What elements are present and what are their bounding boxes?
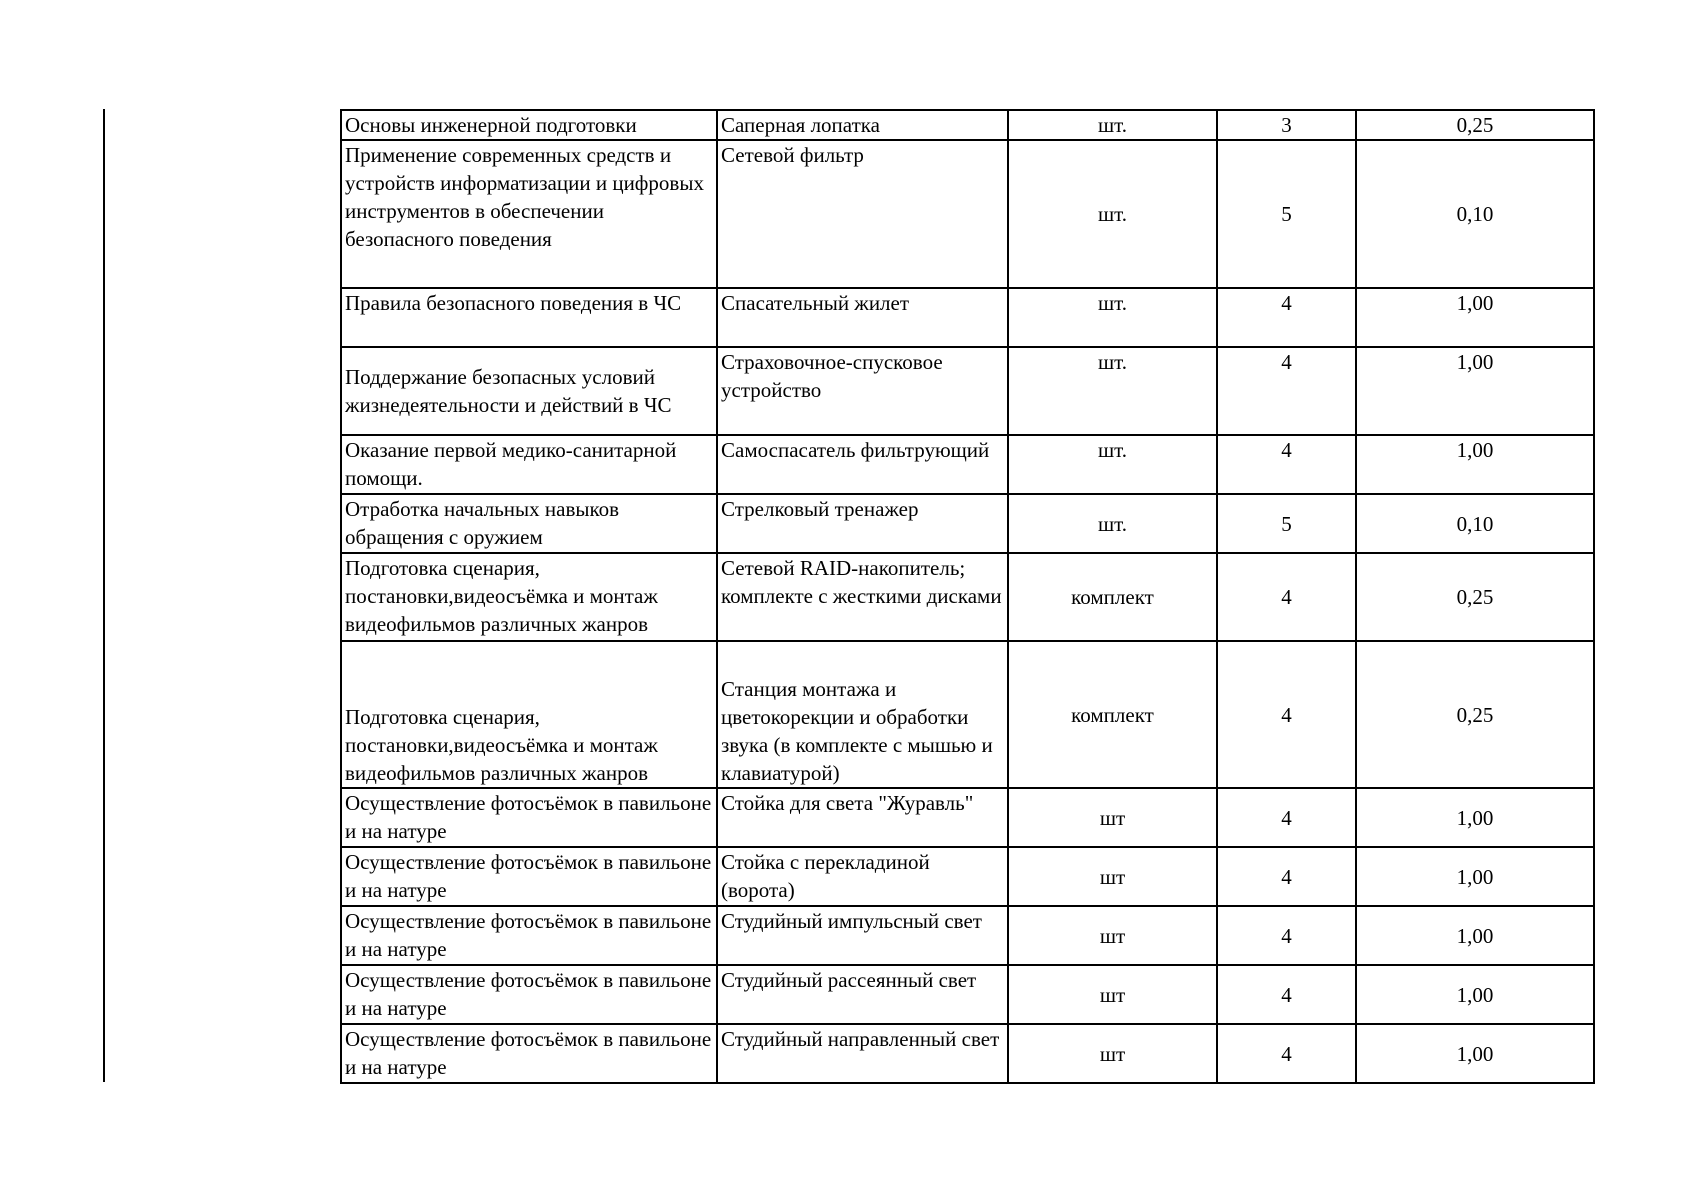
table-row: [341, 347, 1594, 435]
equipment-cell: Стойка с перекладиной (ворота): [717, 847, 1008, 906]
topic-cell: Поддержание безопасных условий жизнедеятельности и действий в ЧС: [341, 347, 717, 435]
quantity-cell: 4: [1217, 288, 1356, 347]
topic-cell: Подготовка сценария, постановки,видеосъёмка и монтаж видеофильмов различных жанров: [341, 641, 717, 788]
equipment-cell: Студийный рассеянный свет: [717, 965, 1008, 1024]
quantity-cell: 4: [1217, 641, 1356, 788]
equipment-cell: Страховочное-спусковое устройство: [717, 347, 1008, 435]
quantity-cell: 4: [1217, 847, 1356, 906]
table-row: [341, 788, 1594, 847]
coefficient-cell: 1,00: [1356, 288, 1594, 347]
topic-cell: Осуществление фотосъёмок в павильоне и на натуре: [341, 847, 717, 906]
table-row: [341, 847, 1594, 906]
table-row: [341, 965, 1594, 1024]
table-row: [341, 435, 1594, 494]
coefficient-cell: 1,00: [1356, 347, 1594, 435]
topic-cell: Осуществление фотосъёмок в павильоне и на натуре: [341, 1024, 717, 1083]
unit-cell: шт.: [1008, 494, 1217, 553]
quantity-cell: 5: [1217, 140, 1356, 288]
topic-cell: Правила безопасного поведения в ЧС: [341, 288, 717, 347]
coefficient-cell: 1,00: [1356, 965, 1594, 1024]
quantity-cell: 4: [1217, 435, 1356, 494]
equipment-cell: Стрелковый тренажер: [717, 494, 1008, 553]
quantity-cell: 4: [1217, 788, 1356, 847]
table-row: [341, 553, 1594, 641]
topic-cell: Осуществление фотосъёмок в павильоне и на натуре: [341, 906, 717, 965]
coefficient-cell: 0,10: [1356, 494, 1594, 553]
equipment-cell: Саперная лопатка: [717, 110, 1008, 140]
unit-cell: шт.: [1008, 288, 1217, 347]
coefficient-cell: 1,00: [1356, 1024, 1594, 1083]
quantity-cell: 4: [1217, 553, 1356, 641]
coefficient-cell: 0,25: [1356, 110, 1594, 140]
unit-cell: шт: [1008, 847, 1217, 906]
quantity-cell: 4: [1217, 347, 1356, 435]
unit-cell: шт: [1008, 906, 1217, 965]
table-row: [341, 641, 1594, 788]
coefficient-cell: 1,00: [1356, 847, 1594, 906]
quantity-cell: 4: [1217, 906, 1356, 965]
equipment-cell: Сетевой RAID-накопитель; комплекте с жесткими дисками: [717, 553, 1008, 641]
unit-cell: шт: [1008, 1024, 1217, 1083]
coefficient-cell: 0,25: [1356, 553, 1594, 641]
quantity-cell: 3: [1217, 110, 1356, 140]
topic-cell: Основы инженерной подготовки: [341, 110, 717, 140]
topic-cell: Отработка начальных навыков обращения с оружием: [341, 494, 717, 553]
equipment-cell: Спасательный жилет: [717, 288, 1008, 347]
unit-cell: шт.: [1008, 140, 1217, 288]
equipment-cell: Самоспасатель фильтрующий: [717, 435, 1008, 494]
table-row: [341, 110, 1594, 140]
topic-cell: Применение современных средств и устройств информатизации и цифровых инструментов в обеспечении безопасного поведения: [341, 140, 717, 288]
coefficient-cell: 0,10: [1356, 140, 1594, 288]
unit-cell: шт.: [1008, 435, 1217, 494]
table-row: [341, 494, 1594, 553]
topic-cell: Осуществление фотосъёмок в павильоне и на натуре: [341, 965, 717, 1024]
topic-cell: Осуществление фотосъёмок в павильоне и на натуре: [341, 788, 717, 847]
coefficient-cell: 1,00: [1356, 788, 1594, 847]
page-margin-line: [103, 109, 105, 1082]
unit-cell: шт.: [1008, 110, 1217, 140]
coefficient-cell: 0,25: [1356, 641, 1594, 788]
unit-cell: шт: [1008, 965, 1217, 1024]
equipment-cell: Станция монтажа и цветокорекции и обработки звука (в комплекте с мышью и клавиатурой): [717, 641, 1008, 788]
quantity-cell: 5: [1217, 494, 1356, 553]
coefficient-cell: 1,00: [1356, 435, 1594, 494]
unit-cell: комплект: [1008, 553, 1217, 641]
table-row: [341, 288, 1594, 347]
equipment-table: [340, 109, 1595, 1084]
quantity-cell: 4: [1217, 965, 1356, 1024]
equipment-cell: Сетевой фильтр: [717, 140, 1008, 288]
coefficient-cell: 1,00: [1356, 906, 1594, 965]
equipment-cell: Стойка для света "Журавль": [717, 788, 1008, 847]
quantity-cell: 4: [1217, 1024, 1356, 1083]
table-row: [341, 140, 1594, 288]
unit-cell: комплект: [1008, 641, 1217, 788]
table-row: [341, 906, 1594, 965]
equipment-cell: Студийный направленный свет: [717, 1024, 1008, 1083]
equipment-cell: Студийный импульсный свет: [717, 906, 1008, 965]
unit-cell: шт: [1008, 788, 1217, 847]
topic-cell: Оказание первой медико-санитарной помощи.: [341, 435, 717, 494]
table-row: [341, 1024, 1594, 1083]
unit-cell: шт.: [1008, 347, 1217, 435]
topic-cell: Подготовка сценария, постановки,видеосъёмка и монтаж видеофильмов различных жанров: [341, 553, 717, 641]
